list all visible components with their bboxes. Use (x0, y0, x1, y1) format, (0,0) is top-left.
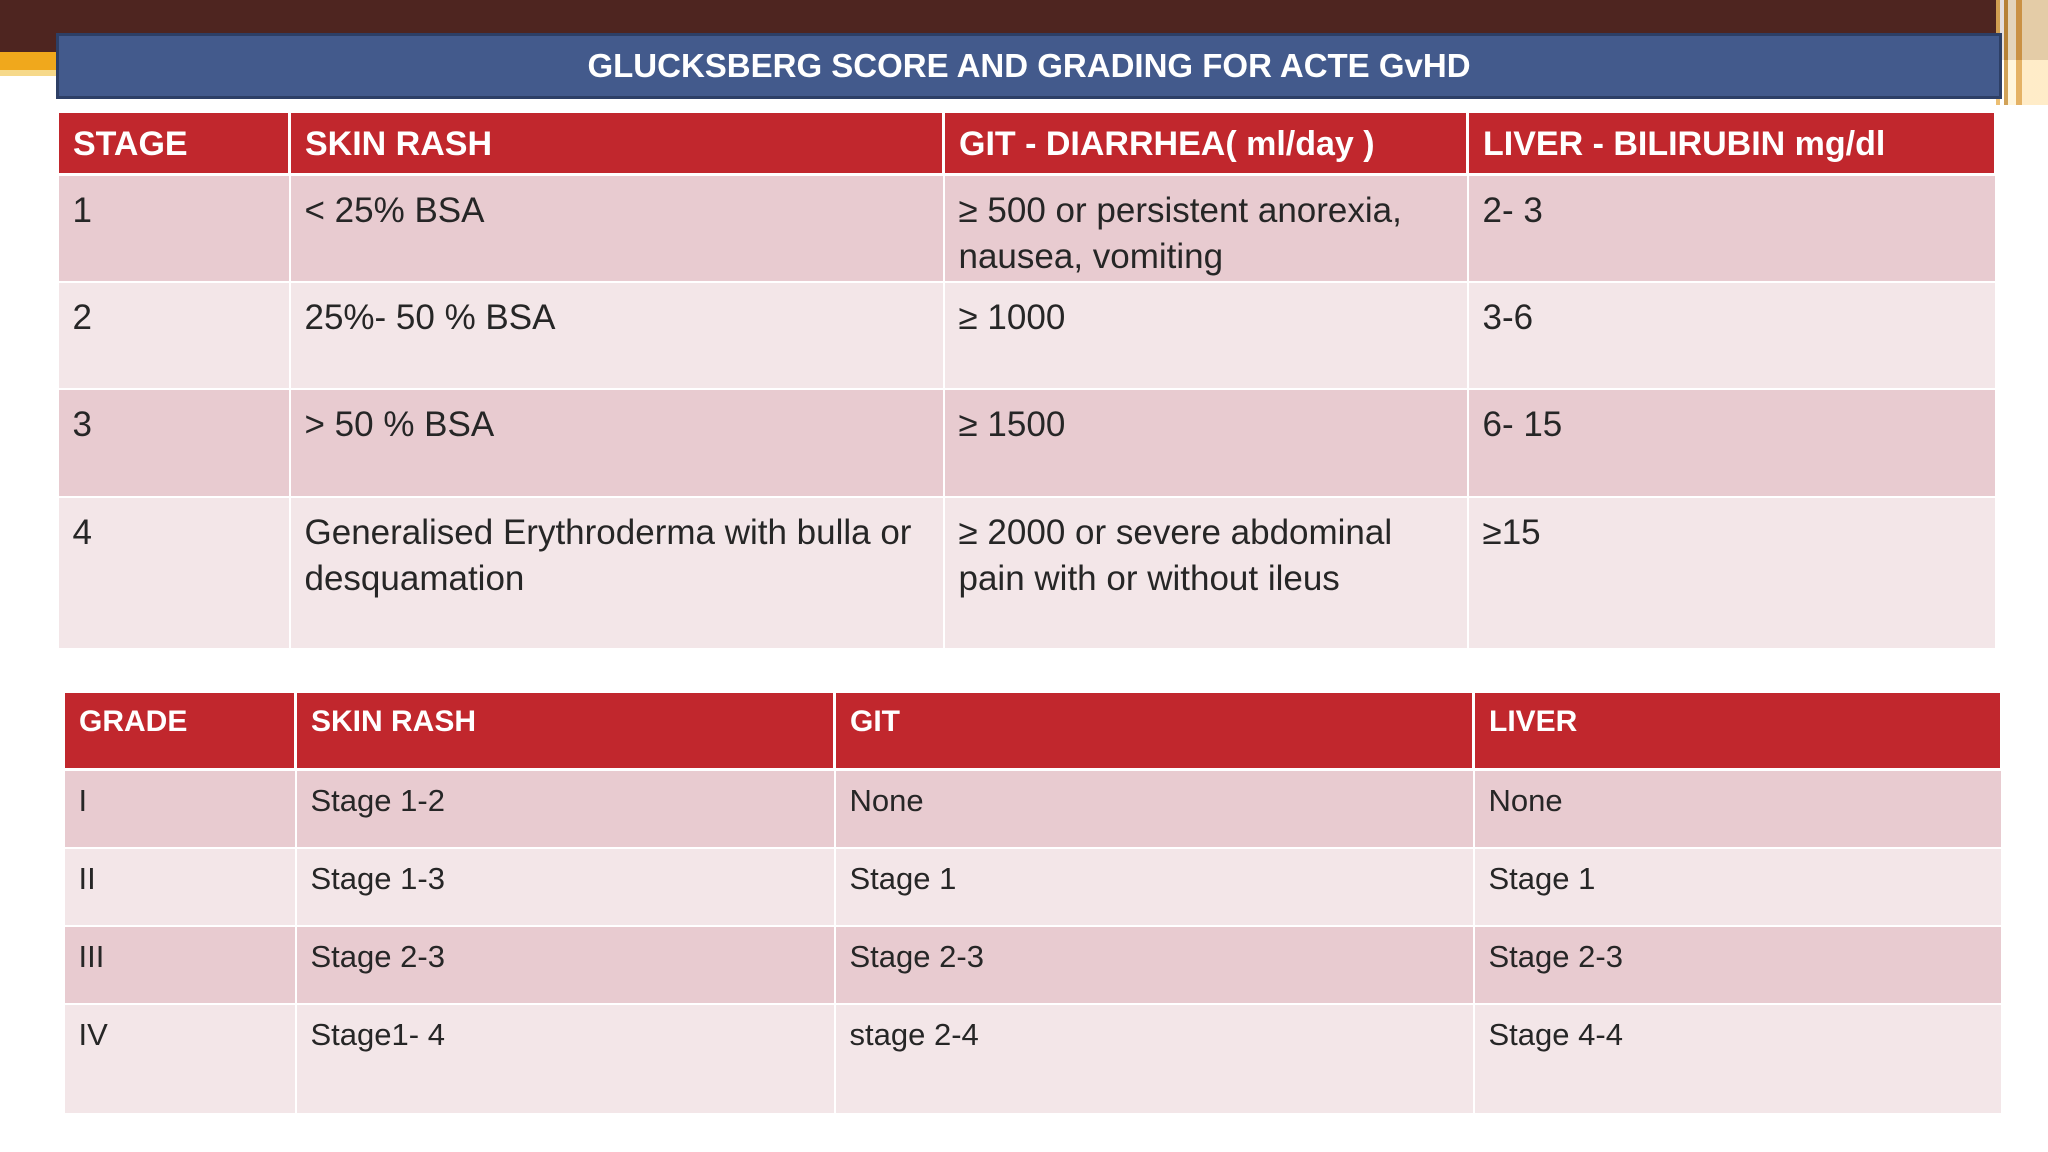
liver-cell: ≥15 (1468, 497, 1996, 649)
table-row (64, 926, 2002, 1004)
skin-rash-cell: Stage 1-3 (296, 848, 835, 926)
grade-table (62, 690, 2003, 1115)
git-cell: ≥ 1000 (944, 282, 1468, 389)
git-cell: Stage 2-3 (835, 926, 1474, 1004)
table-row (58, 175, 1996, 282)
skin-rash-cell: > 50 % BSA (290, 389, 944, 497)
liver-cell: 2- 3 (1468, 175, 1996, 282)
grade-cell: IV (64, 1004, 296, 1114)
grade-cell: I (64, 770, 296, 848)
skin-rash-cell: Stage 1-2 (296, 770, 835, 848)
skin-rash-cell: Stage1- 4 (296, 1004, 835, 1114)
stage-header-skin-rash: SKIN RASH (290, 112, 944, 175)
stage-table (56, 110, 1997, 650)
git-cell: ≥ 500 or persistent anorexia, nausea, vomiting (944, 175, 1468, 282)
git-cell: stage 2-4 (835, 1004, 1474, 1114)
grade-header-skin-rash: SKIN RASH (296, 692, 835, 770)
grade-cell: II (64, 848, 296, 926)
skin-rash-cell: Stage 2-3 (296, 926, 835, 1004)
liver-cell: 3-6 (1468, 282, 1996, 389)
table-row (64, 1004, 2002, 1114)
left-accent-stripe (0, 52, 58, 70)
stage-cell: 4 (58, 497, 290, 649)
stage-header-stage: STAGE (58, 112, 290, 175)
table-row (64, 848, 2002, 926)
table-row (64, 770, 2002, 848)
git-cell: ≥ 2000 or severe abdominal pain with or without ileus (944, 497, 1468, 649)
skin-rash-cell: < 25% BSA (290, 175, 944, 282)
liver-cell: 6- 15 (1468, 389, 1996, 497)
stage-header-liver: LIVER - BILIRUBIN mg/dl (1468, 112, 1996, 175)
table-row (58, 389, 1996, 497)
grade-cell: III (64, 926, 296, 1004)
git-cell: ≥ 1500 (944, 389, 1468, 497)
git-cell: Stage 1 (835, 848, 1474, 926)
table-row (58, 497, 1996, 649)
stage-cell: 3 (58, 389, 290, 497)
skin-rash-cell: Generalised Erythroderma with bulla or desquamation (290, 497, 944, 649)
stage-cell: 1 (58, 175, 290, 282)
liver-cell: Stage 4-4 (1474, 1004, 2002, 1114)
grade-header-git: GIT (835, 692, 1474, 770)
table-row (58, 282, 1996, 389)
grade-header-grade: GRADE (64, 692, 296, 770)
stage-header-git: GIT - DIARRHEA( ml/day ) (944, 112, 1468, 175)
stage-table-header-row (58, 112, 1996, 175)
right-accent-stripes (1996, 0, 2048, 105)
liver-cell: None (1474, 770, 2002, 848)
left-accent-stripe-light (0, 70, 58, 76)
grade-header-liver: LIVER (1474, 692, 2002, 770)
liver-cell: Stage 2-3 (1474, 926, 2002, 1004)
grade-table-header-row (64, 692, 2002, 770)
slide-title: GLUCKSBERG SCORE AND GRADING FOR ACTE GvHD (56, 33, 2002, 99)
skin-rash-cell: 25%- 50 % BSA (290, 282, 944, 389)
stage-cell: 2 (58, 282, 290, 389)
liver-cell: Stage 1 (1474, 848, 2002, 926)
git-cell: None (835, 770, 1474, 848)
